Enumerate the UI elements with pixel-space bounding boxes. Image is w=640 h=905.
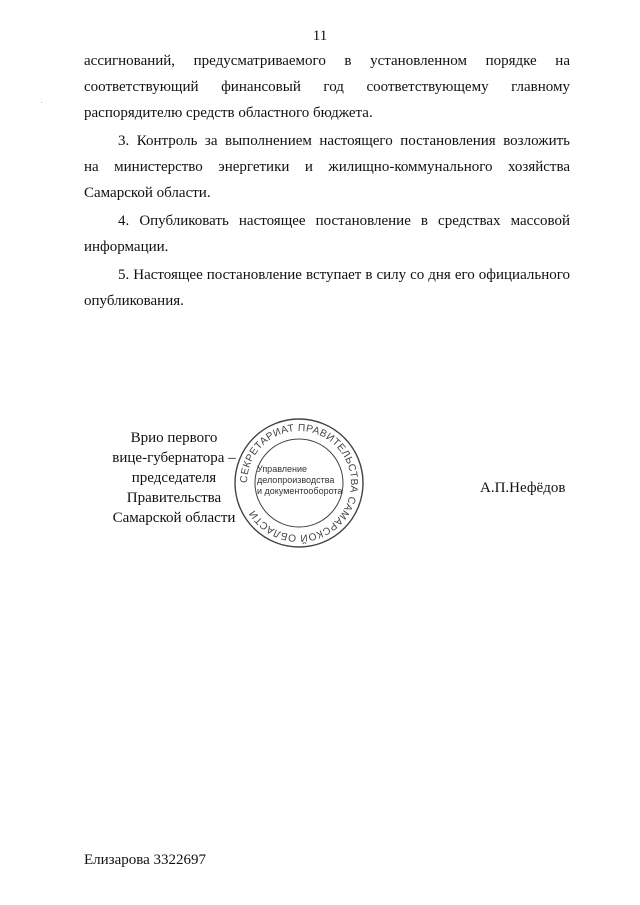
stamp-center-line: Управление — [257, 464, 308, 474]
paragraph-line: опубликования. — [84, 293, 184, 309]
signature-title-line: Врио первого — [130, 430, 218, 446]
signature-title-line: председателя Правительства — [126, 470, 222, 506]
paragraph-5 — [84, 262, 570, 314]
margin-mark: · — [40, 98, 44, 109]
executor-footer: Елизарова 3322697 — [84, 852, 207, 868]
paragraph-4 — [84, 208, 570, 260]
stamp-center-line: и документооборота — [257, 486, 343, 496]
stamp-center-text — [257, 464, 345, 497]
paragraph-line: информации. — [84, 239, 169, 255]
page-number: 11 — [312, 28, 328, 44]
paragraph-line: соответствующий финансовый год соответствующему главному — [84, 79, 570, 95]
signature-title-line: вице-губернатора – — [112, 450, 236, 466]
paragraph-line: 4. Опубликовать настоящее постановление в средствах массовой — [118, 213, 570, 229]
paragraph-line: ассигнований, предусматриваемого в установленном порядке на — [84, 53, 570, 69]
paragraph-1 — [84, 48, 570, 126]
paragraph-line: Самарской области. — [84, 185, 211, 201]
stamp-center-line: делопроизводства — [257, 475, 335, 485]
signature-title-line: Самарской области — [112, 510, 236, 526]
paragraph-3 — [84, 128, 570, 206]
paragraph-line: 5. Настоящее постановление вступает в силу со дня его официального — [118, 267, 570, 283]
stamp-ring-textpath: СЕКРЕТАРИАТ ПРАВИТЕЛЬСТВА САМАРСКОЙ ОБЛАСТИ — [238, 422, 360, 544]
paragraph-line: 3. Контроль за выполнением настоящего постановления возложить — [118, 133, 570, 149]
signer-name: А.П.Нефёдов — [480, 480, 566, 496]
paragraph-line: на министерство энергетики и жилищно-коммунального хозяйства — [84, 159, 570, 175]
paragraph-line: распорядителю средств областного бюджета. — [84, 105, 373, 121]
